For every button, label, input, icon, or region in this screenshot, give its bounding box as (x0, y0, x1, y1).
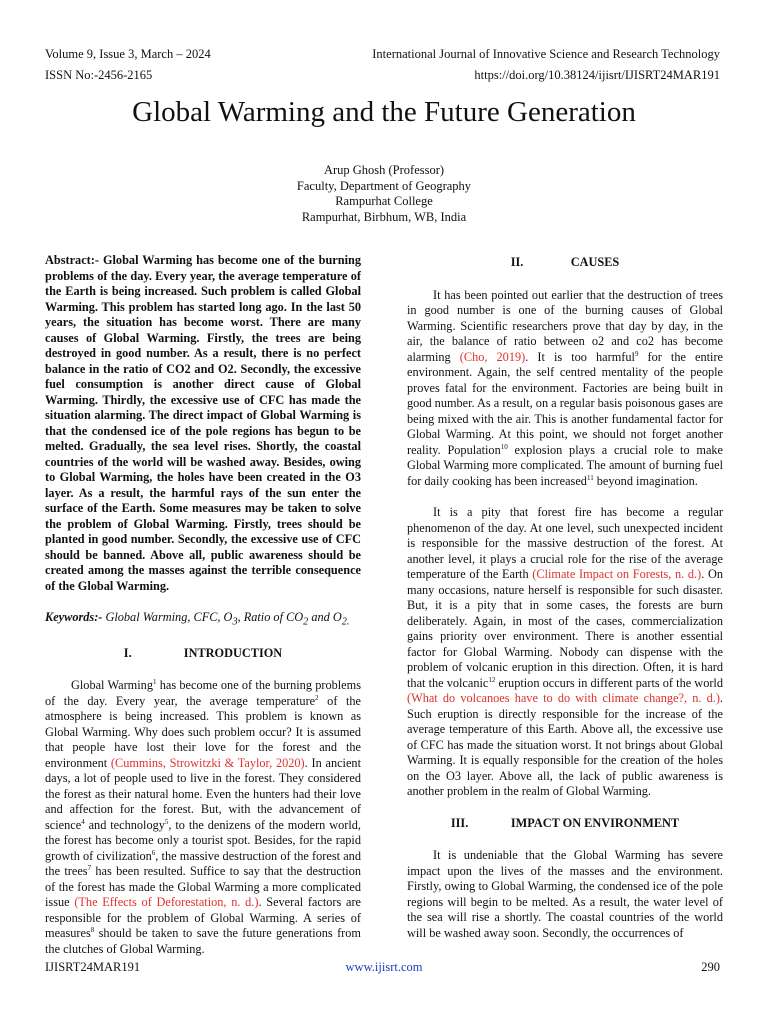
text-span: has been resulted. Suffice to say that the destruction of the forest has made the Global Warming a more complicated issue (45, 864, 362, 910)
volume-info: Volume 9, Issue 3, March – 2024 (45, 47, 211, 61)
section-heading-causes (407, 255, 723, 271)
footnote-marker: 10 (500, 442, 508, 451)
issn: ISSN No:-2456-2165 (45, 68, 153, 82)
text-span: eruption occurs in different parts of the world (495, 675, 723, 690)
footnote-marker: 2 (315, 693, 319, 702)
text-span: It has been pointed out earlier that the destruction of trees in good number is one of the burning causes of Global Warming. Scientific researchers prove that day by day, in the air, the balance of ratio between o2 and co2 has become alarming (407, 287, 723, 364)
paper-title: Global Warming and the Future Generation (132, 96, 636, 128)
author-block (0, 163, 768, 225)
text-span: . It is too harmful (525, 349, 635, 364)
footnote-marker: 6 (151, 848, 156, 857)
causes-paragraph-1 (407, 288, 723, 490)
text-span: It is a pity that forest fire has become a regular phenomenon of the day. At one level, such unexpected incident is responsible for the massive destruction of the forest. At another level, it plays a crucial role for the rise of the average temperature of the Earth (407, 505, 723, 581)
text-span: . Several factors are responsible for the problem of Global Warming. A series of measures (45, 895, 361, 941)
text-span: . Such eruption is directly responsible for the increase of the average temperature of this Earth. Above all, the excessive use of CFC has made the situation worst. It not brings about Global Warming. It is equally responsible for the creation of the holes on the O3 layer. Above all, the lack of public awareness is another problem in the realm of Global Warming. (407, 691, 723, 798)
section-number: I. (123, 645, 132, 660)
text-span: , the massive destruction of the forest and the trees (45, 848, 361, 879)
page-number: 290 (701, 960, 720, 974)
section-heading-introduction (45, 646, 361, 662)
citation-link[interactable]: (What do volcanoes have to do with climate change?, n. d.) (407, 691, 720, 705)
keywords-subscript: 2. (341, 616, 350, 628)
author-college: Rampurhat College (335, 194, 433, 208)
footer-website-link[interactable]: www.ijisrt.com (345, 960, 423, 974)
keywords-text: Global Warming, CFC, O (102, 610, 233, 624)
keywords-subscript: 3 (232, 616, 238, 628)
keywords (45, 610, 361, 630)
text-span: . In ancient days, a lot of people used to live in the forest. They considered the forest as their natural home. Even the hunters had their love and affection for the forest. But, with the advancement of science (45, 755, 361, 832)
introduction-paragraph (45, 678, 361, 957)
text-span: . On many occasions, nature herself is responsible for such disaster. But, it is a pity that in some cases, the forests are burn deliberately. Again, in most of the cases, commercialization gains priority over environment. There is another essential factor for Global Warming. Nobody can dispense with the problem of volcanic eruption in this direction. Often, it is hard that the volcanic (407, 567, 723, 690)
text-span: should be taken to save the future generations from the clutches of Global Warming. (45, 926, 361, 956)
citation-link[interactable]: (Cho, 2019) (459, 349, 526, 364)
keywords-label: Keywords:- (45, 610, 103, 624)
citation-link[interactable]: (Climate Impact on Forests, n. d.) (532, 567, 702, 581)
text-span: explosion plays a crucial role to make Global Warming more complicated. The amount of burning fuel for daily cooking has been increased (407, 442, 724, 488)
section-number: II. (510, 255, 524, 269)
keywords-text: and O (308, 610, 342, 624)
section-title: CAUSES (570, 255, 620, 269)
footnote-marker: 5 (164, 817, 169, 826)
causes-paragraph-2 (407, 505, 723, 800)
keywords-text: , Ratio of CO (237, 610, 304, 624)
footnote-marker: 7 (87, 864, 92, 873)
citation-link[interactable]: (The Effects of Deforestation, n. d.) (74, 895, 259, 910)
abstract: Abstract:- Global Warming has become one of the burning problems of the day. Every year, the average temperature of the Earth is being increased. Such problem is called Global Warming. This problem has started long ago. In the last 50 years, the situation has become worst. There are many causes of Global Warming. Firstly, the trees are being destroyed in good number. As a result, there is no perfect balance in the ratio of CO2 and O2. Secondly, the excessive fuel consumption is another direct cause of Global Warming. Thirdly, the excessive use of CFC has made the situation alarming. The direct impact of Global Warming is that the condensed ice of the pole regions has begun to be melted. Gradually, the sea level rises. Shortly, the coastal countries of the world will be washed away. Besides, owing to Global Warming, the holes have been created in the O3 layer. As a result, the harmful rays of the sun enter the surface of the Earth. Some measures may be taken to solve the problem of Global Warming. Firstly, trees should be planted in good number. Secondly, the excessive use of CFC should be banned. Above all, public awareness should be created among the masses against the terrible consequence of the Global Warming. (45, 253, 361, 593)
text-span: , to the denizens of the modern world, the forest has become only a tourist spot. Besides, for the rapid growth of civilization (45, 817, 361, 863)
author-department: Faculty, Department of Geography (296, 178, 472, 193)
section-title: INTRODUCTION (183, 645, 283, 660)
footnote-marker: 11 (586, 473, 594, 482)
keywords-subscript: 2 (303, 616, 309, 628)
text-span: and technology (84, 817, 165, 832)
author-address: Rampurhat, Birbhum, WB, India (301, 209, 467, 224)
impact-paragraph: It is undeniable that the Global Warming has severe impact upon the lives of the masses and the environment. Firstly, owing to Global Warming, the condensed ice of the pole regions will begin to be melted. As a result, the water level of the sea will rise a shortly. The coastal countries of the world will be washed away soon. Secondly, the occurrences of (407, 848, 723, 940)
section-number: III. (450, 815, 469, 830)
journal-name: International Journal of Innovative Science and Research Technology (372, 47, 720, 61)
section-heading-impact (407, 816, 723, 832)
footnote-marker: 1 (152, 678, 157, 687)
doi-link[interactable]: https://doi.org/10.38124/ijisrt/IJISRT24MAR191 (474, 68, 720, 82)
citation-link[interactable]: (Cummins, Strowitzki & Taylor, 2020) (110, 755, 305, 770)
author-name: Arup Ghosh (Professor) (323, 163, 445, 177)
footnote-marker: 4 (81, 817, 85, 826)
footer-paper-code: IJISRT24MAR191 (45, 960, 141, 974)
footnote-marker: 12 (488, 675, 496, 684)
text-span: has become one of the burning problems of the day. Every year, the average temperature (45, 678, 361, 708)
text-span: for the entire environment. Again, the self centred mentality of the people proves fatal for the environment. Factories are being built in good number. As a result, on a regular basis poisonous gases are being mixed with the air. This is another fundamental factor for Global Warming. At this point, we should not forget another reality. Population (407, 349, 724, 457)
text-span: of the atmosphere is being increased. This problem is known as Global Warming. Why does such problem occur? It is assumed that people have lost their love for the forest and the environment (45, 693, 361, 770)
footnote-marker: 9 (634, 349, 639, 358)
section-title: IMPACT ON ENVIRONMENT (510, 815, 680, 830)
left-column (45, 253, 361, 957)
text-span: beyond imagination. (593, 473, 698, 488)
footnote-marker: 8 (90, 926, 95, 935)
text-span: Global Warming (71, 678, 153, 693)
right-column (407, 253, 723, 941)
